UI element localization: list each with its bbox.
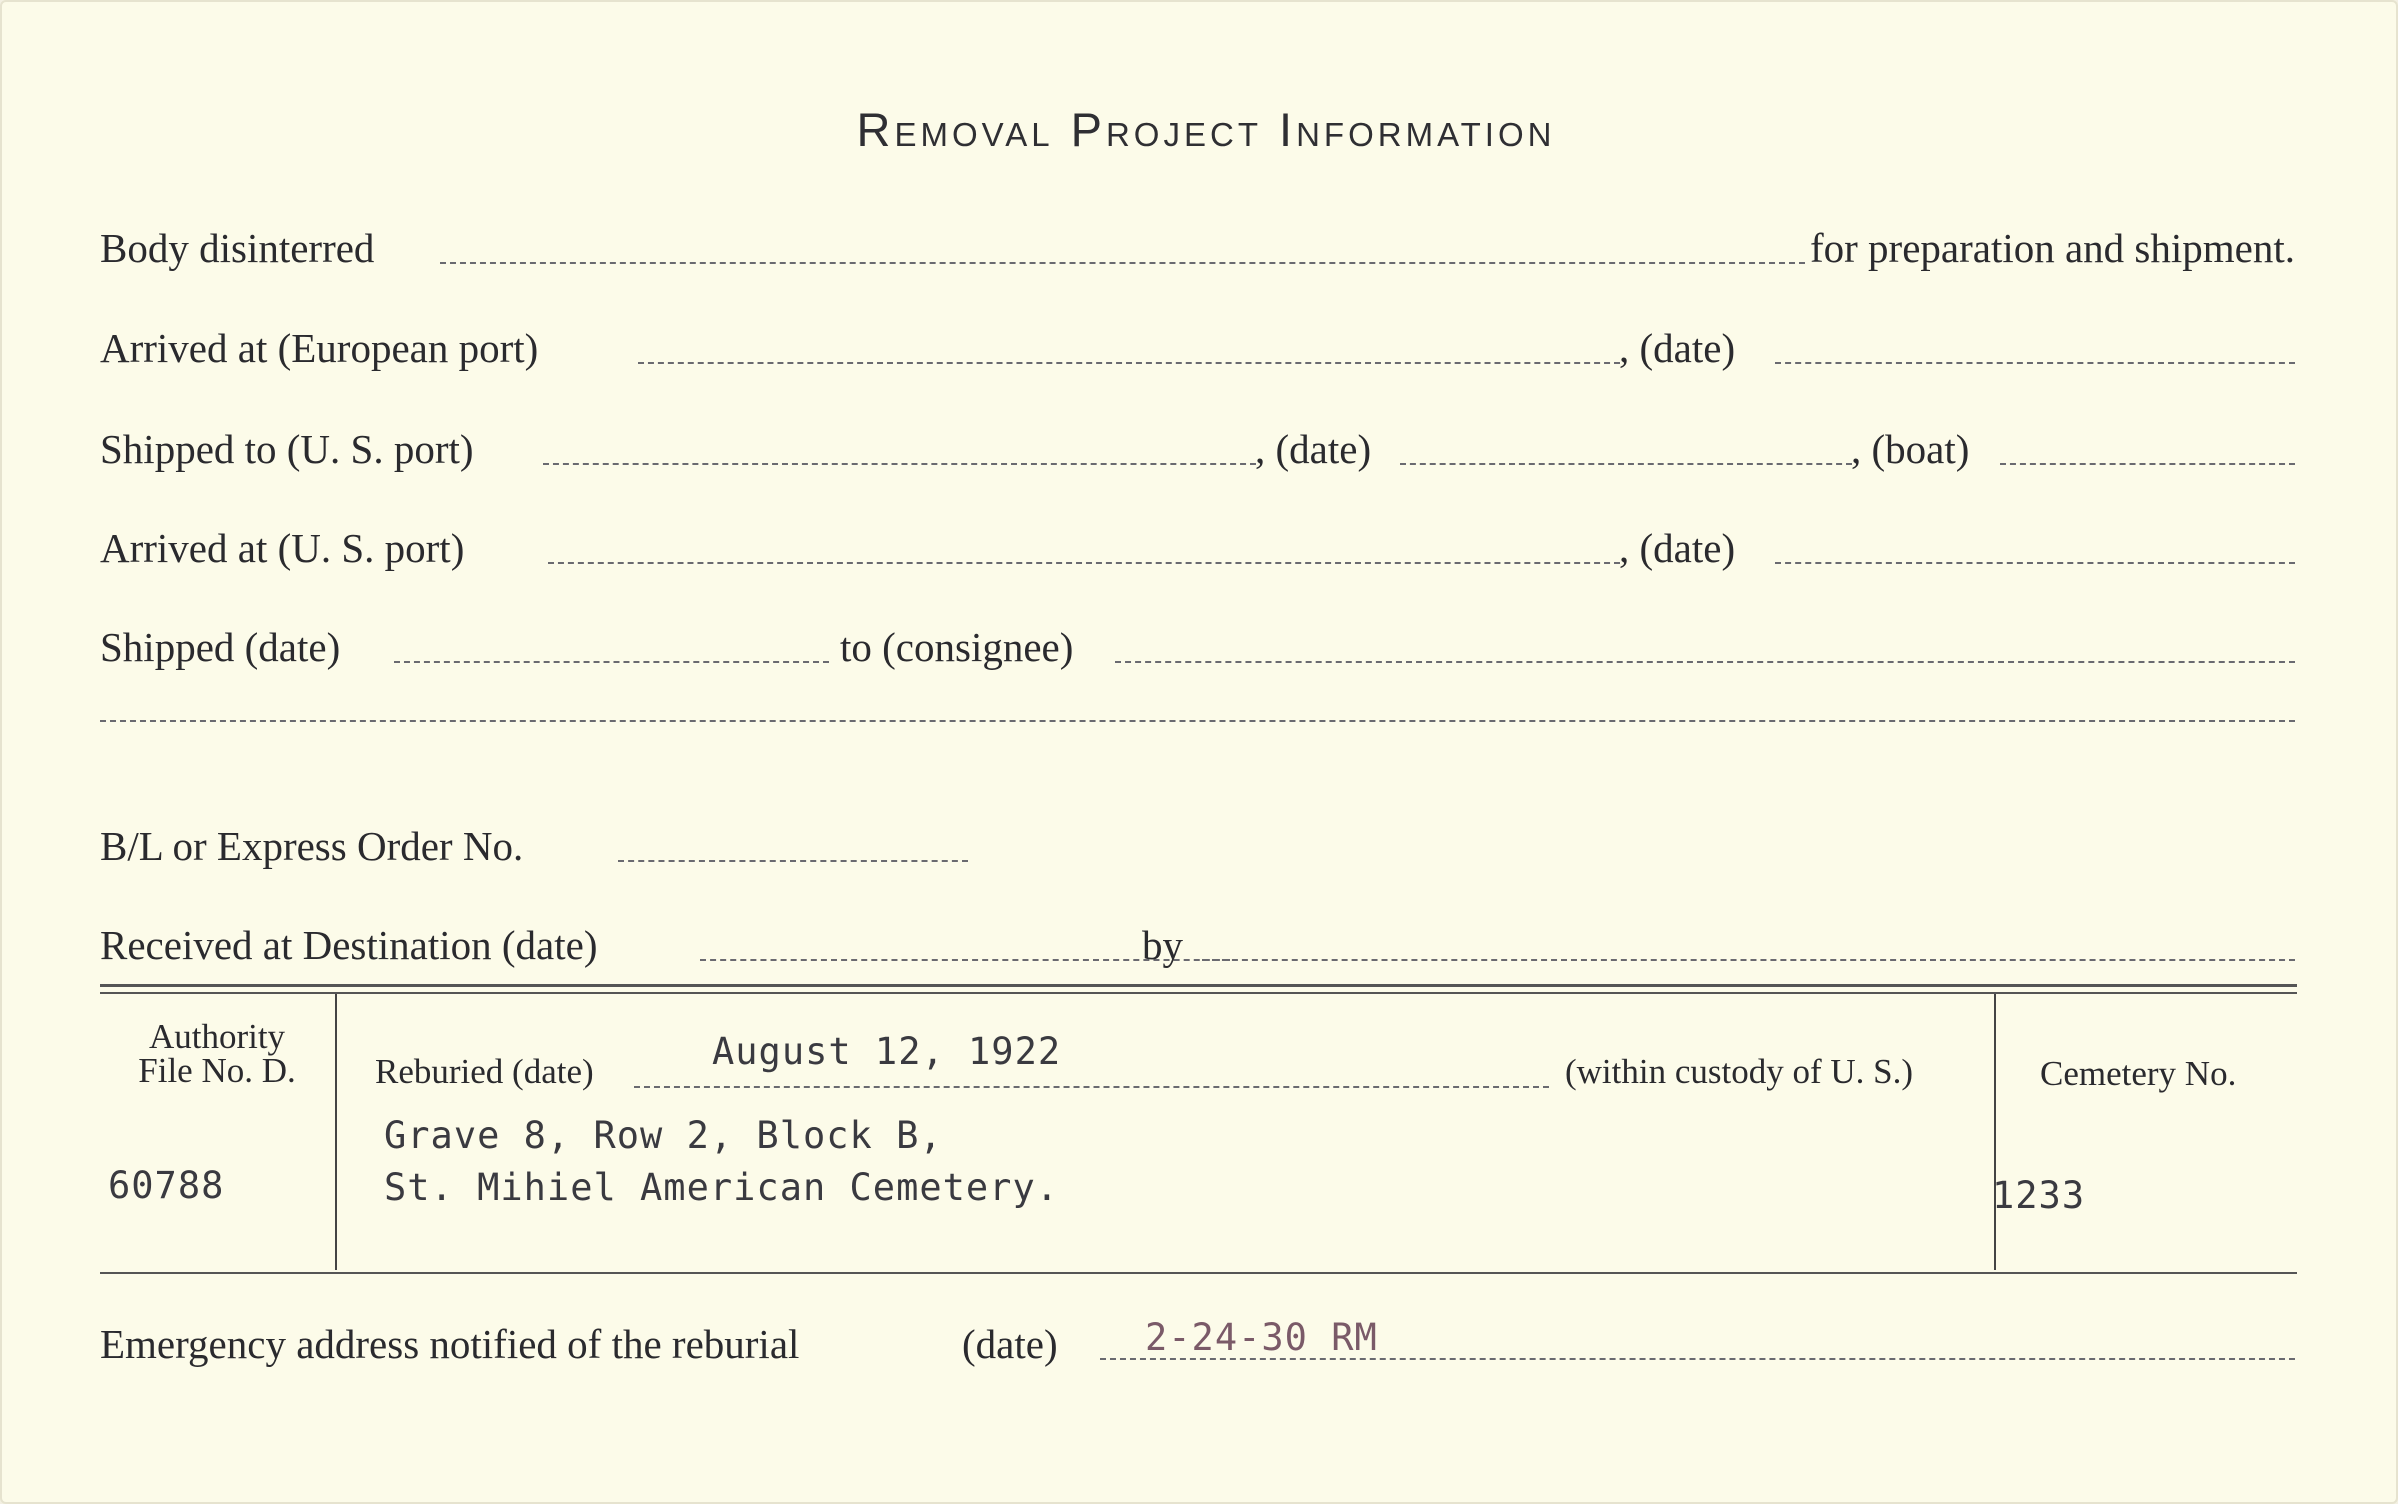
emergency-label: Emergency address notified of the reburial (100, 1321, 800, 1367)
arrived-us-date-blank (1775, 562, 2295, 564)
grave-location-line-2: St. Mihiel American Cemetery. (384, 1166, 1060, 1209)
card-title: Removal Project Information (856, 103, 1556, 156)
shipped-us-boat-blank (2000, 463, 2295, 465)
consignee-blank (1115, 661, 2295, 663)
authority-label-line-1: Authority (148, 1017, 286, 1056)
table-top-rule-2 (100, 992, 2297, 994)
custody-label: (within custody of U. S.) (1565, 1052, 1914, 1091)
row-arrived-us-port (100, 524, 2295, 580)
shipped-us-date-blank (1400, 463, 1852, 465)
grave-location-line-1: Grave 8, Row 2, Block B, (384, 1114, 943, 1157)
authority-file-number: 60788 (108, 1164, 225, 1207)
row-emergency (100, 1316, 2295, 1376)
authority-label-line-2: File No. D. (138, 1051, 296, 1090)
consignee-label: to (consignee) (840, 624, 1074, 670)
body-disinterred-blank (440, 262, 1805, 264)
row-shipped-date (100, 623, 2295, 679)
row-body-disinterred (100, 224, 2295, 280)
emergency-date-label: (date) (962, 1321, 1058, 1367)
reburied-date-value: August 12, 1922 (712, 1030, 1062, 1073)
authority-label (122, 1017, 312, 1090)
shipped-us-port-label: Shipped to (U. S. port) (100, 426, 474, 472)
table-divider-right (1994, 994, 1996, 1270)
arrived-us-date-label: , (date) (1619, 525, 1736, 571)
table-divider-left (335, 994, 337, 1270)
cemetery-label: Cemetery No. (2040, 1054, 2237, 1093)
shipped-date-label: Shipped (date) (100, 624, 341, 670)
shipped-us-port-date-label: , (date) (1255, 426, 1372, 472)
shipped-us-port-blank (543, 463, 1256, 465)
row-shipped-us-port (100, 425, 2295, 481)
arrived-european-date-label: , (date) (1619, 325, 1736, 371)
shipped-date-blank (394, 661, 829, 663)
row-received (100, 921, 2295, 977)
cemetery-number: 1233 (1992, 1174, 2086, 1217)
reburied-date-blank (634, 1086, 1549, 1088)
received-label: Received at Destination (date) (100, 922, 598, 968)
table-top-rule-1 (100, 984, 2297, 987)
row-bl-order (100, 822, 2295, 878)
received-by-blank (1202, 959, 2295, 961)
shipped-us-boat-label: , (boat) (1851, 426, 1970, 472)
received-by-label: by (1142, 922, 1183, 968)
body-disinterred-suffix: for preparation and shipment. (1809, 225, 2295, 271)
bl-order-label: B/L or Express Order No. (100, 823, 524, 869)
arrived-european-label: Arrived at (European port) (100, 325, 539, 371)
arrived-european-port-blank (638, 362, 1620, 364)
body-disinterred-label: Body disinterred (100, 225, 375, 271)
row-arrived-european (100, 324, 2295, 380)
arrived-us-port-blank (548, 562, 1620, 564)
arrived-us-port-label: Arrived at (U. S. port) (100, 525, 465, 571)
emergency-date-stamp: 2-24-30 RM (1145, 1316, 1378, 1359)
bl-order-blank (618, 860, 968, 862)
arrived-european-date-blank (1775, 362, 2295, 364)
consignee-continuation-blank (100, 720, 2295, 722)
table-bottom-rule (100, 1272, 2297, 1274)
reburied-label: Reburied (date) (375, 1052, 594, 1091)
